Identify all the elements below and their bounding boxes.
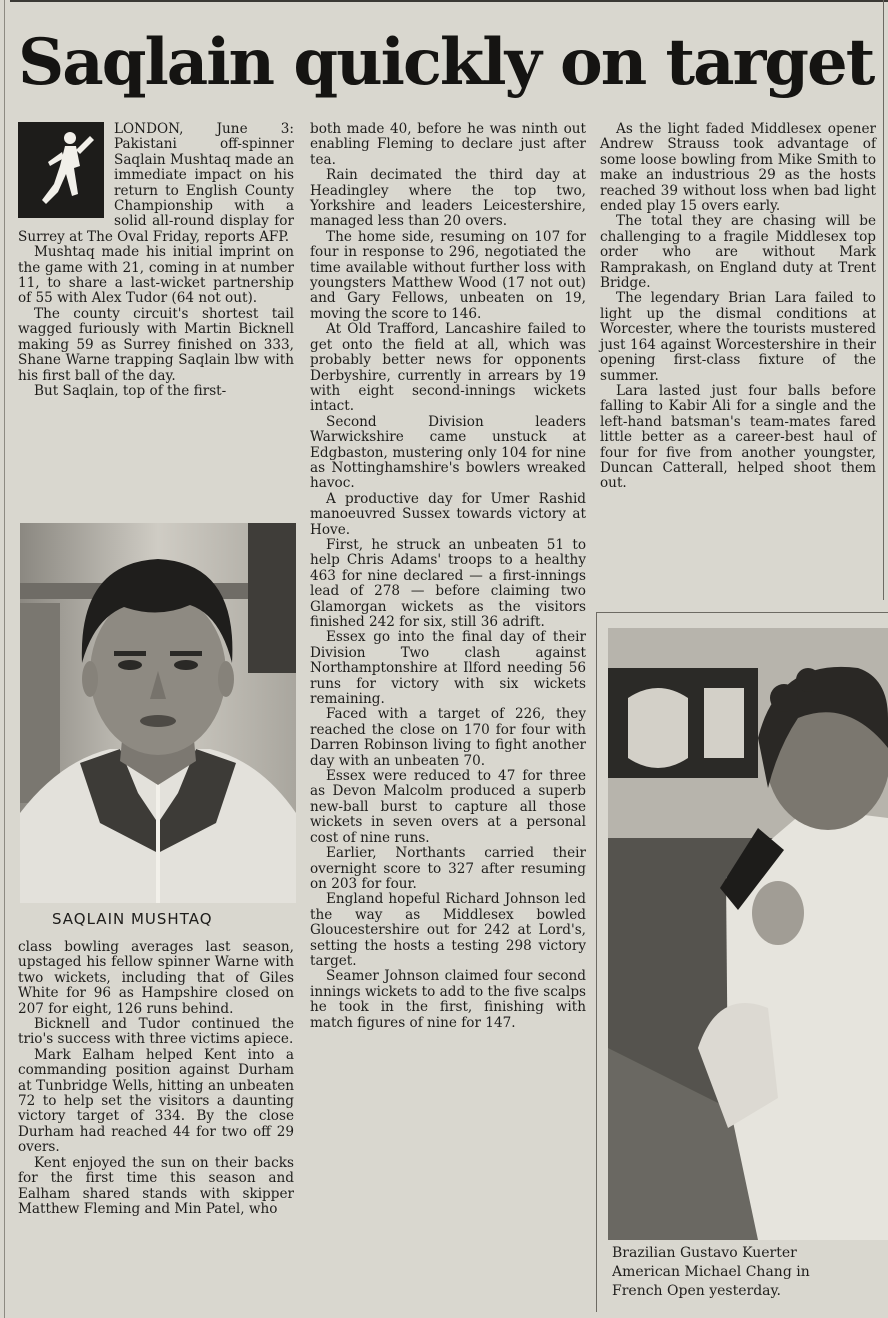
cricket-batsman-icon xyxy=(18,122,104,218)
caption-line: Brazilian Gustavo Kuerter xyxy=(612,1245,797,1261)
paragraph: England hopeful Richard Johnson led the way as Middlesex bowled Gloucestershire out for 242 at Lord's, setting the hosts a testing 298 victory target. xyxy=(310,891,586,969)
column-1-top xyxy=(18,122,294,399)
paragraph: Essex were reduced to 47 for three as Devon Malcolm produced a superb new-ball burst to capture all those wickets in seven overs at a personal cost of nine runs. xyxy=(310,768,586,846)
paragraph: The home side, resuming on 107 for four in response to 296, negotiated the time available without further loss with youngsters Matthew Wood (17 not out) and Gary Fellows, unbeaten on 19, moving the score to 146. xyxy=(310,228,586,322)
paragraph: A productive day for Umer Rashid manoeuvred Sussex towards victory at Hove. xyxy=(310,490,586,538)
paragraph: As the light faded Middlesex opener Andrew Strauss took advantage of some loose bowling from Mike Smith to make an industrious 29 as the hosts reached 39 without loss when bad light ended play 15 overs early. xyxy=(600,121,876,215)
headline: Saqlain quickly on target xyxy=(18,25,874,100)
column-1-bottom xyxy=(18,940,294,1217)
paragraph: Mark Ealham helped Kent into a commanding position against Durham at Tunbridge Wells, hitting an unbeaten 72 to help set the visitors a daunting victory target of 334. By the close Durham had reached 44 for two off 29 overs. xyxy=(18,1046,294,1156)
paragraph: Earlier, Northants carried their overnight score to 327 after resuming on 203 for four. xyxy=(310,845,586,892)
saqlain-photo xyxy=(20,523,296,903)
paragraph: Essex go into the final day of their Division Two clash against Northamptonshire at Ilford needing 56 runs for victory with six wickets remaining. xyxy=(310,629,586,708)
paragraph: Lara lasted just four balls before falling to Kabir Ali for a single and the left-hand batsman's team-mates fared little better as a career-best haul of four for five from another youngster, Duncan Catterall, helped shoot them out. xyxy=(600,382,876,492)
paragraph: The total they are chasing will be challenging to a fragile Middlesex top order who are without Mark Ramprakash, on England duty at Trent Bridge. xyxy=(600,213,876,292)
paragraph: Kent enjoyed the sun on their backs for the first time this season and Ealham shared stands with skipper Matthew Fleming and Min Patel, who xyxy=(18,1154,294,1217)
paragraph: The county circuit's shortest tail wagged furiously with Martin Bicknell making 59 as Surrey finished on 333, Shane Warne trapping Saqlain lbw with his first ball of the day. xyxy=(18,305,294,384)
caption-line: French Open yesterday. xyxy=(612,1283,781,1299)
paragraph: Bicknell and Tudor continued the trio's success with three victims apiece. xyxy=(18,1016,294,1048)
paragraph: First, he struck an unbeaten 51 to help Chris Adams' troops to a healthy 463 for nine declared — a first-innings lead of 278 — before claiming two Glamorgan wickets as the visitors finished 242 for six, still 36 adrift. xyxy=(310,536,586,630)
paragraph: But Saqlain, top of the first- xyxy=(34,382,227,399)
paragraph: class bowling averages last season, upstaged his fellow spinner Warne with two wickets, including that of Giles White for 96 as Hampshire closed on 207 for eight, 126 runs behind. xyxy=(18,939,294,1017)
tennis-player-photo xyxy=(608,628,888,1240)
column-2 xyxy=(310,122,586,1031)
paragraph: both made 40, before he was ninth out enabling Fleming to declare just after tea. xyxy=(310,121,586,168)
top-rule xyxy=(10,0,888,2)
photo-caption-2 xyxy=(612,1244,888,1308)
paragraph: LONDON, June 3: Pakistani off-spinner Saqlain Mushtaq made an immediate impact on his return to English County Championship with a solid all-round display for Surrey at The Oval Friday, reports AFP. xyxy=(18,121,294,245)
section-rule xyxy=(596,612,888,613)
paragraph: Faced with a target of 226, they reached the close on 170 for four with Darren Robinson living to fight another day with an unbeaten 70. xyxy=(310,706,586,769)
photo-caption: SAQLAIN MUSHTAQ xyxy=(52,910,213,928)
caption-line: American Michael Chang in xyxy=(612,1264,810,1280)
left-edge-rule xyxy=(4,0,5,1318)
column-rule xyxy=(596,612,597,1312)
paragraph: Rain decimated the third day at Headingley where the top two, Yorkshire and leaders Leicestershire, managed less than 20 overs. xyxy=(310,167,586,230)
column-rule xyxy=(883,0,884,600)
column-3 xyxy=(600,122,876,492)
paragraph: Mushtaq made his initial imprint on the game with 21, coming in at number 11, to share a last-wicket partnership of 55 with Alex Tudor (64 not out). xyxy=(18,244,294,307)
paragraph: Seamer Johnson claimed four second innings wickets to add to the five scalps he took in the first, finishing with match figures of nine for 147. xyxy=(310,968,586,1031)
paragraph: Second Division leaders Warwickshire came unstuck at Edgbaston, mustering only 104 for nine as Nottinghamshire's bowlers wreaked havoc. xyxy=(310,413,586,492)
paragraph: The legendary Brian Lara failed to light up the dismal conditions at Worcester, where the tourists mustered just 164 against Worcestershire in their opening first-class fixture of the summer. xyxy=(600,290,876,384)
paragraph: At Old Trafford, Lancashire failed to get onto the field at all, which was probably better news for opponents Derbyshire, currently in arrears by 19 with eight second-innings wickets intact. xyxy=(310,321,586,415)
